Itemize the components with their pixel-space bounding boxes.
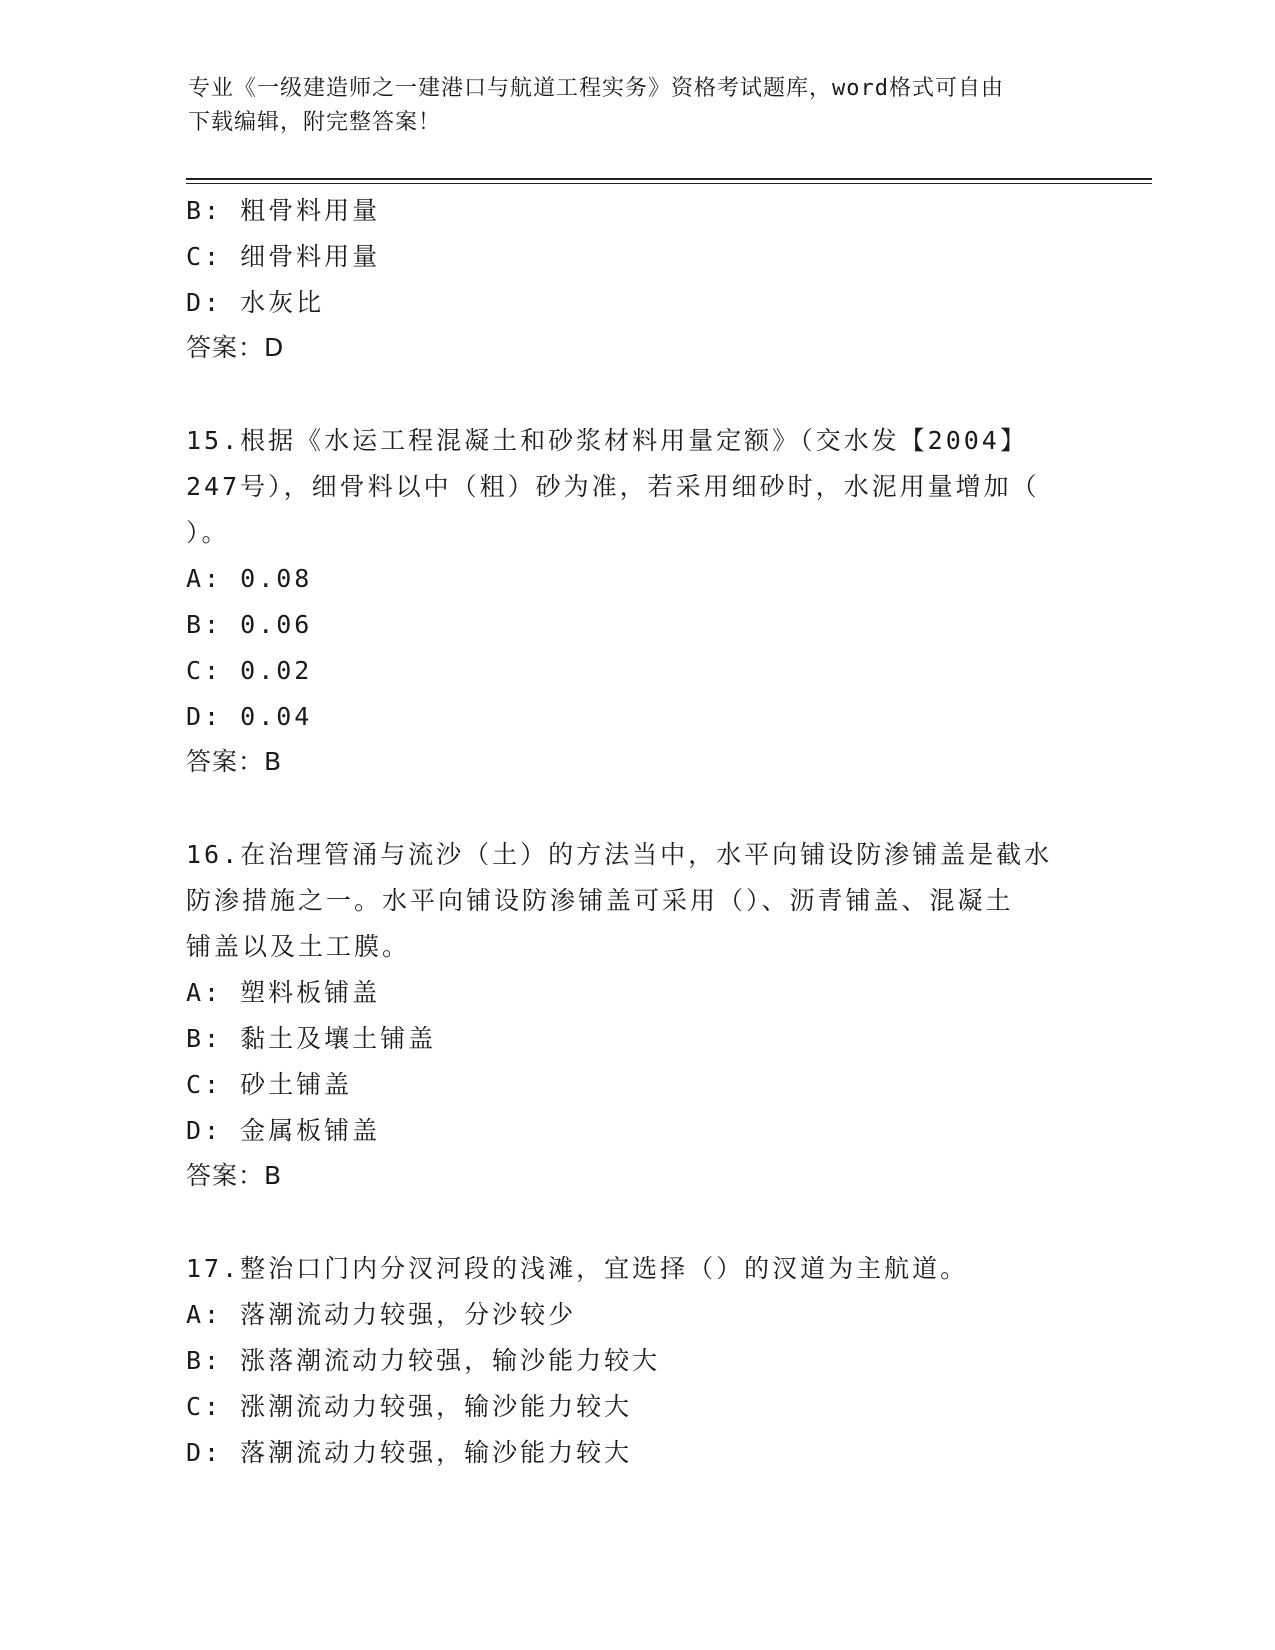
- answer: 答案：B: [186, 1161, 283, 1190]
- question-15: [186, 418, 1086, 784]
- question-text-line: 铺盖以及土工膜。: [186, 932, 411, 961]
- spacer: [186, 370, 1086, 418]
- question-16: [186, 832, 1086, 1198]
- question-list: [186, 188, 1086, 1476]
- option-d: D: 0.04: [186, 702, 313, 731]
- option-b: B: 黏土及壤土铺盖: [186, 1024, 437, 1053]
- question-text-line: 防渗措施之一。水平向铺设防渗铺盖可采用（）、沥青铺盖、混凝土: [186, 886, 1014, 915]
- spacer: [186, 784, 1086, 832]
- option-b: B: 涨落潮流动力较强，输沙能力较大: [186, 1346, 661, 1375]
- question-text-line: 15.根据《水运工程混凝土和砂浆材料用量定额》（交水发【2004】: [186, 426, 1028, 455]
- header-divider-thin: [186, 183, 1152, 184]
- page-header: [188, 72, 1088, 140]
- question-text-line: ）。: [186, 518, 230, 547]
- option-b: B: 粗骨料用量: [186, 196, 381, 225]
- option-d: D: 金属板铺盖: [186, 1116, 381, 1145]
- option-c: C: 砂土铺盖: [186, 1070, 353, 1099]
- option-c: C: 0.02: [186, 656, 313, 685]
- option-d: D: 水灰比: [186, 288, 325, 317]
- header-line-2: 下载编辑，附完整答案！: [188, 110, 442, 135]
- option-b: B: 0.06: [186, 610, 313, 639]
- question-17: [186, 1246, 1086, 1476]
- option-d: D: 落潮流动力较强，输沙能力较大: [186, 1438, 633, 1467]
- option-c: C: 细骨料用量: [186, 242, 381, 271]
- option-a: A: 落潮流动力较强，分沙较少: [186, 1300, 577, 1329]
- answer: 答案：B: [186, 747, 283, 776]
- question-14-tail: [186, 188, 1086, 370]
- answer: 答案：D: [186, 333, 285, 362]
- question-text-line: 16.在治理管涌与流沙（土）的方法当中，水平向铺设防渗铺盖是截水: [186, 840, 1053, 869]
- header-divider-thick: [186, 178, 1152, 180]
- question-text-line: 247号），细骨料以中（粗）砂为准，若采用细砂时，水泥用量增加（: [186, 472, 1040, 501]
- header-line-1: 专业《一级建造师之一建港口与航道工程实务》资格考试题库，word格式可自由: [188, 76, 1004, 101]
- spacer: [186, 1198, 1086, 1246]
- option-a: A: 塑料板铺盖: [186, 978, 381, 1007]
- option-a: A: 0.08: [186, 564, 313, 593]
- option-c: C: 涨潮流动力较强，输沙能力较大: [186, 1392, 633, 1421]
- question-text-line: 17.整治口门内分汊河段的浅滩，宜选择（）的汊道为主航道。: [186, 1254, 969, 1283]
